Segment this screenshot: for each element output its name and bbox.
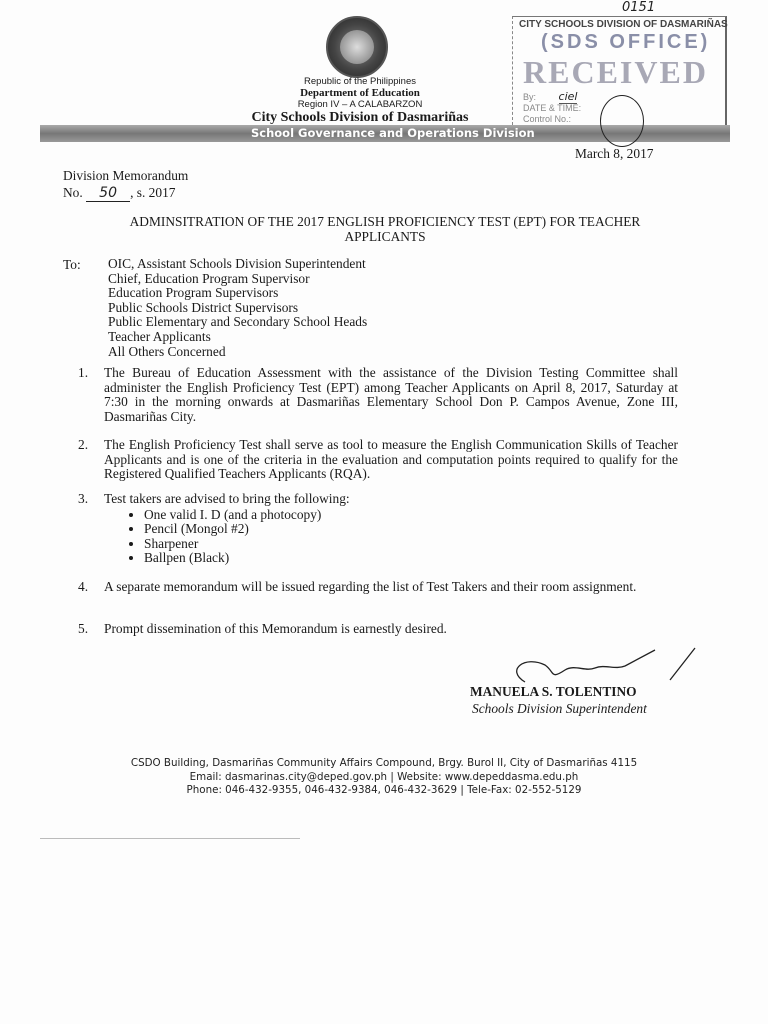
division-seal-logo <box>326 16 388 78</box>
department-line: Department of Education <box>300 87 420 99</box>
recipient: Public Elementary and Secondary School Heads <box>108 314 368 330</box>
division-name: City Schools Division of Dasmariñas <box>251 110 469 125</box>
bring-list <box>104 508 678 566</box>
recipient: All Others Concerned <box>108 343 226 359</box>
stamp-org: CITY SCHOOLS DIVISION OF DASMARIÑAS <box>519 19 728 30</box>
signatory-title: Schools Division Superintendent <box>472 701 647 716</box>
memo-date: March 8, 2017 <box>575 146 654 161</box>
footer-divider <box>40 838 300 839</box>
bullet-item: • Ballpen (Black) <box>144 551 678 566</box>
signature <box>495 646 715 686</box>
memo-item-5: 5. Prompt dissemination of this Memorandum is earnestly desired. <box>78 621 447 636</box>
stamp-datetime: DATE & TIME: <box>523 103 582 113</box>
stamp-office: (SDS OFFICE) <box>541 31 711 53</box>
memo-type: Division Memorandum <box>63 168 189 183</box>
memo-number-value: 50 <box>86 185 130 202</box>
republic-line: Republic of the Philippines <box>304 76 416 87</box>
memo-number: No. 50 , s. 2017 <box>63 185 176 201</box>
footer-phone: Phone: 046-432-9355, 046-432-9384, 046-432-3629 | Tele-Fax: 02-552-5129 <box>186 784 582 796</box>
recipient: OIC, Assistant Schools Division Superintendent <box>108 256 366 271</box>
recipient: Public Schools District Supervisors <box>108 299 299 315</box>
band-text: School Governance and Operations Division <box>251 126 535 140</box>
memo-item-3: 3. Test takers are advised to bring the following: • One valid I. D (and a photocopy) • Pencil (Mongol #2) • Sharpener • Ballpen (Black) <box>78 492 678 566</box>
bullet-item: • One valid I. D (and a photocopy) <box>144 508 678 523</box>
handwritten-mark <box>600 95 644 147</box>
to-label: To: <box>63 257 81 272</box>
recipient-list <box>108 257 367 359</box>
recipient: Teacher Applicants <box>108 328 211 344</box>
stamp-received: RECEIVED <box>523 54 708 90</box>
memo-item-1: 1. The Bureau of Education Assessment with the assistance of the Division Testing Committee shall administer the English Proficiency Test (EPT) among Teacher Applicants on April 8, 2017, Saturday at 7:30 in the morning onwards at Dasmariñas Elementary School Don P. Campos Avenue, Zone III, Dasmariñas City. <box>78 365 678 424</box>
footer <box>100 757 668 798</box>
stamp-control: Control No.: <box>523 114 572 124</box>
recipient: Education Program Supervisors <box>108 285 279 301</box>
recipient: Chief, Education Program Supervisor <box>108 270 310 286</box>
footer-address: CSDO Building, Dasmariñas Community Affairs Compound, Brgy. Burol II, City of Dasmariñas 4115 <box>130 757 638 769</box>
memo-title: ADMINSITRATION OF THE 2017 ENGLISH PROFICIENCY TEST (EPT) FOR TEACHER APPLICANTS <box>129 214 641 244</box>
signatory-name: MANUELA S. TOLENTINO <box>470 684 637 699</box>
stamp-number: 0151 <box>622 0 656 15</box>
memo-item-2: 2. The English Proficiency Test shall serve as tool to measure the English Communication Skills of Teacher Applicants and is one of the criteria in the evaluation and computation points required to qualify for the Registered Qualified Teachers Applicants (RQA). <box>78 437 678 482</box>
region-line: Region IV – A CALABARZON <box>297 99 423 110</box>
stamp-by-label: By: <box>523 92 537 102</box>
memo-item-4: 4. A separate memorandum will be issued regarding the list of Test Takers and their room assignment. <box>78 579 637 594</box>
bullet-item: • Sharpener <box>144 537 678 552</box>
stamp-by-value: ciel <box>558 90 578 103</box>
bullet-item: • Pencil (Mongol #2) <box>144 522 678 537</box>
footer-contact: Email: dasmarinas.city@deped.gov.ph | Website: www.depeddasma.edu.ph <box>189 770 579 783</box>
